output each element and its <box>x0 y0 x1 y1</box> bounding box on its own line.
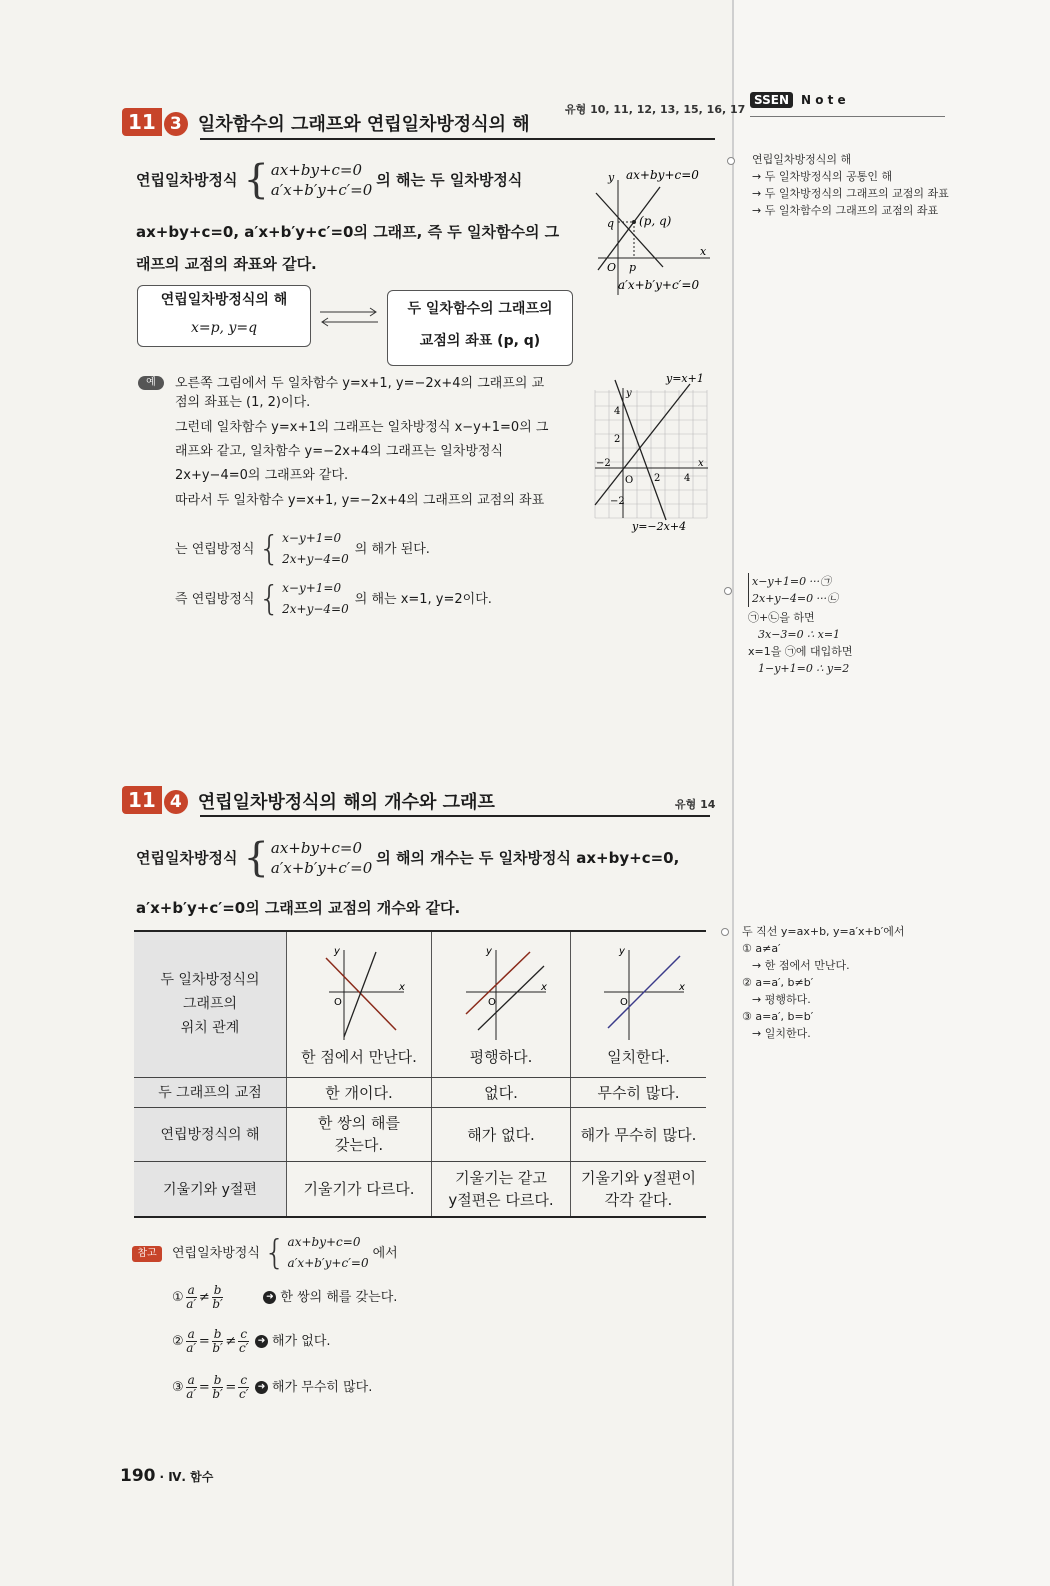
fraction-c: $\frac{c}{c'}$ <box>238 1327 249 1355</box>
example-system-b <box>175 578 492 620</box>
y-axis-label: y <box>608 171 615 184</box>
note-item: → 두 일차방정식의 공통인 해 <box>752 170 893 183</box>
coincident-lines-graph <box>584 942 694 1042</box>
tip-text: 에서 <box>372 1245 398 1261</box>
table-row <box>134 1107 706 1161</box>
table-cell: 무수히 많다. <box>571 1077 707 1107</box>
table-row <box>134 931 706 1077</box>
section-title: 연립일차방정식의 해의 개수와 그래프 <box>197 792 495 813</box>
example-line: 점의 좌표는 (1, 2)이다. <box>175 395 311 410</box>
x-tick: 4 <box>684 473 691 484</box>
example-graph <box>590 368 720 533</box>
origin-label: O <box>619 996 628 1008</box>
subsection-number: 4 <box>164 790 188 814</box>
arrow-icon: ➜ <box>255 1335 268 1348</box>
equation-1: x−y+1=0 <box>282 581 342 595</box>
x-axis-label: x <box>698 458 704 469</box>
note-3 <box>742 923 942 1042</box>
table-cell: 기울기가 다르다. <box>287 1161 432 1217</box>
note-2 <box>748 573 948 677</box>
y-tick: 4 <box>614 406 621 417</box>
x-axis-label: x <box>399 981 405 993</box>
table-cell: 없다. <box>432 1077 571 1107</box>
table-row <box>134 1077 706 1107</box>
equation-1: ax+by+c=0 <box>287 1235 361 1249</box>
note-equation: 2x+y−4=0 ···㉡ <box>752 592 839 605</box>
fraction-a: $\frac{a}{a'}$ <box>186 1327 197 1355</box>
note-anchor <box>721 928 729 936</box>
x-tick: 2 <box>654 473 661 484</box>
relation: ≠ <box>225 1334 237 1349</box>
note-header <box>750 92 846 108</box>
table-cell <box>287 931 432 1077</box>
equation-1: ax+by+c=0 <box>270 161 363 179</box>
y-axis-label: y <box>486 945 492 957</box>
example-text: 의 해는 x=1, y=2이다. <box>354 591 492 607</box>
intro-line-2: ax+by+c=0, a′x+b′y+c′=0의 그래프, 즉 두 일차함수의 그 <box>136 223 560 241</box>
example-line: 오른쪽 그림에서 두 일차함수 y=x+1, y=−2x+4의 그래프의 교 <box>175 376 545 391</box>
p-label: p <box>629 261 637 274</box>
relation: = <box>198 1380 210 1395</box>
table-cell <box>571 931 707 1077</box>
intersecting-lines-graph <box>304 942 414 1042</box>
origin-label: O <box>607 261 617 274</box>
note-title: 연립일차방정식의 해 <box>752 153 852 166</box>
relation: = <box>225 1380 237 1395</box>
type-reference: 유형 14 <box>675 798 716 811</box>
equation-2: a′x+b′y+c′=0 <box>287 1256 369 1270</box>
tip-text: 연립일차방정식 <box>172 1245 260 1261</box>
note-label: N o t e <box>801 93 846 107</box>
relation: = <box>198 1334 210 1349</box>
row-header: 두 일차방정식의 그래프의 위치 관계 <box>134 931 287 1077</box>
origin-label: O <box>334 996 342 1008</box>
table-row <box>134 1161 706 1217</box>
equation-system: { ax+by+c=0 a′x+b′y+c′=0 <box>243 157 373 203</box>
example-line: 래프와 같고, 일차함수 y=−2x+4의 그래프는 일차방정식 <box>175 444 504 459</box>
x-axis-label: x <box>700 245 707 258</box>
note-title: 두 직선 y=ax+b, y=a′x+b′에서 <box>742 925 905 938</box>
example-line: 2x+y−4=0의 그래프와 같다. <box>175 468 349 483</box>
example-system-a <box>175 528 430 570</box>
intro-line-3: 래프의 교점의 좌표와 같다. <box>136 255 317 273</box>
point-label: (p, q) <box>639 214 672 228</box>
table-cell: 기울기는 같고 y절편은 다르다. <box>432 1161 571 1217</box>
type-reference: 유형 10, 11, 12, 13, 15, 16, 17 <box>565 103 746 116</box>
intro-system <box>136 835 680 881</box>
table-cell: 기울기와 y절편이 각각 같다. <box>571 1161 707 1217</box>
row-header: 두 그래프의 교점 <box>134 1077 287 1107</box>
fraction-c: $\frac{c}{c'}$ <box>238 1373 249 1401</box>
position-label: 평행하다. <box>469 1047 533 1066</box>
note-item: ③ a=a′, b=b′ <box>742 1010 814 1023</box>
tip-number: ② <box>172 1334 184 1349</box>
equation-2: a′x+b′y+c′=0 <box>270 181 373 199</box>
intro-text: 연립일차방정식 <box>136 171 238 189</box>
intro-system <box>136 157 523 203</box>
tip-result: 한 쌍의 해를 갖는다. <box>280 1290 398 1305</box>
row-header: 기울기와 y절편 <box>134 1161 287 1217</box>
note-anchor <box>727 157 735 165</box>
box-label: 두 일차함수의 그래프의 <box>407 301 553 317</box>
table-cell <box>432 931 571 1077</box>
equivalence-arrow-icon <box>318 305 380 329</box>
example-text: 는 연립방정식 <box>175 541 255 557</box>
tip-row-3 <box>172 1374 372 1401</box>
arrow-icon: ➜ <box>263 1291 276 1304</box>
section-title: 일차함수의 그래프와 연립일차방정식의 해 <box>197 114 530 135</box>
fraction-a: $\frac{a}{a'}$ <box>186 1283 197 1311</box>
page-footer <box>120 1466 213 1486</box>
note-step: 3x−3=0 ∴ x=1 <box>758 628 841 641</box>
table-cell: 해가 무수히 많다. <box>571 1107 707 1161</box>
fraction-b: $\frac{b}{b'}$ <box>212 1373 223 1401</box>
section-header-1 <box>122 108 530 136</box>
x-tick: −2 <box>596 458 611 469</box>
example-text: 의 해가 된다. <box>354 541 430 557</box>
note-step: x=1을 ㉠에 대입하면 <box>748 645 853 658</box>
page-gutter <box>732 0 734 1586</box>
intro-text-2: 의 해의 개수는 두 일차방정식 ax+by+c=0, <box>376 849 680 867</box>
header-rule <box>200 815 710 817</box>
fraction-a: $\frac{a}{a'}$ <box>186 1373 197 1401</box>
note-item: → 두 일차함수의 그래프의 교점의 좌표 <box>752 204 939 217</box>
tip-number: ① <box>172 1290 184 1305</box>
box-label: 연립일차방정식의 해 <box>160 292 288 308</box>
position-label: 한 점에서 만난다. <box>301 1047 417 1066</box>
y-tick: 2 <box>614 434 621 445</box>
origin-label: O <box>488 996 496 1008</box>
equation-2: 2x+y−4=0 <box>282 552 349 566</box>
x-axis-label: x <box>678 981 685 993</box>
tip-result: 해가 없다. <box>272 1334 331 1349</box>
intro-text: 연립일차방정식 <box>136 849 238 867</box>
section-number: 11 <box>122 108 162 136</box>
arrow-icon: ➜ <box>255 1381 268 1394</box>
note-logo: SSEN <box>750 92 793 108</box>
line-label-top: ax+by+c=0 <box>626 168 699 182</box>
tip-number: ③ <box>172 1380 184 1395</box>
subsection-number: 3 <box>164 112 188 136</box>
tip-system <box>172 1232 398 1274</box>
y-axis-label: y <box>626 388 632 399</box>
y-axis-label: y <box>334 945 340 957</box>
equation-1: ax+by+c=0 <box>270 839 363 857</box>
note-1 <box>752 151 962 219</box>
y-axis-label: y <box>618 945 625 957</box>
parallel-lines-graph <box>446 942 556 1042</box>
tip-badge: 참고 <box>132 1246 162 1262</box>
section-number: 11 <box>122 786 162 814</box>
note-item: → 두 일차방정식의 그래프의 교점의 좌표 <box>752 187 949 200</box>
fraction-b: $\frac{b}{b'}$ <box>212 1327 223 1355</box>
note-step: ㉠+㉡을 하면 <box>748 611 815 624</box>
intersection-box <box>387 290 573 366</box>
example-line: 그런데 일차함수 y=x+1의 그래프는 일차방정식 x−y+1=0의 그 <box>175 420 549 435</box>
solution-box <box>137 285 311 347</box>
table-cell: 해가 없다. <box>432 1107 571 1161</box>
tip-equations: { ax+by+c=0 a′x+b′y+c′=0 <box>263 1233 369 1273</box>
example-badge: 예 <box>138 376 164 390</box>
example-line: 따라서 두 일차함수 y=x+1, y=−2x+4의 그래프의 교점의 좌표 <box>175 493 545 508</box>
fraction-b: $\frac{b}{b'}$ <box>212 1283 223 1311</box>
comparison-table <box>134 930 706 1218</box>
note-item: → 평행하다. <box>752 993 811 1006</box>
line-label-1: y=x+1 <box>666 372 704 385</box>
row-header: 연립방정식의 해 <box>134 1107 287 1161</box>
equation-2: a′x+b′y+c′=0 <box>270 859 373 877</box>
tip-result: 해가 무수히 많다. <box>272 1380 373 1395</box>
intro-text-2: 의 해는 두 일차방정식 <box>376 171 523 189</box>
origin-label: O <box>625 475 634 486</box>
table-cell: 한 개이다. <box>287 1077 432 1107</box>
equation-1: x−y+1=0 <box>282 531 342 545</box>
position-label: 일치한다. <box>607 1047 670 1066</box>
equation-2: 2x+y−4=0 <box>282 602 349 616</box>
box-value: x=p, y=q <box>190 320 258 336</box>
chapter-label: · Ⅳ. 함수 <box>159 1470 214 1484</box>
equation-system: { ax+by+c=0 a′x+b′y+c′=0 <box>243 835 373 881</box>
table-cell: 한 쌍의 해를 갖는다. <box>287 1107 432 1161</box>
tip-row-2 <box>172 1328 331 1355</box>
y-tick: −2 <box>610 496 625 507</box>
note-item: → 일치한다. <box>752 1027 811 1040</box>
example-text: 즉 연립방정식 <box>175 591 255 607</box>
note-equation: x−y+1=0 ···㉠ <box>752 575 832 588</box>
section-header-2 <box>122 786 495 814</box>
example-equations: { x−y+1=0 2x+y−4=0 <box>258 579 349 619</box>
tip-row-1 <box>172 1284 397 1311</box>
page-number: 190 <box>120 1466 156 1486</box>
example-text <box>175 374 585 510</box>
note-item: ② a=a′, b≠b′ <box>742 976 814 989</box>
box-value: 교점의 좌표 (p, q) <box>419 333 541 349</box>
intersection-figure <box>588 155 718 300</box>
q-label: q <box>607 217 615 230</box>
line-label-2: y=−2x+4 <box>632 520 687 533</box>
line-label-bottom: a′x+b′y+c′=0 <box>618 278 700 292</box>
note-rule <box>750 116 945 117</box>
note-item: → 한 점에서 만난다. <box>752 959 850 972</box>
relation: ≠ <box>198 1290 210 1305</box>
x-axis-label: x <box>541 981 547 993</box>
header-rule <box>200 138 715 140</box>
intro-line-2: a′x+b′y+c′=0의 그래프의 교점의 개수와 같다. <box>136 899 461 917</box>
note-column <box>734 0 1050 1586</box>
note-step: 1−y+1=0 ∴ y=2 <box>758 662 850 675</box>
note-anchor <box>724 587 732 595</box>
example-equations: { x−y+1=0 2x+y−4=0 <box>258 529 349 569</box>
note-item: ① a≠a′ <box>742 942 781 955</box>
